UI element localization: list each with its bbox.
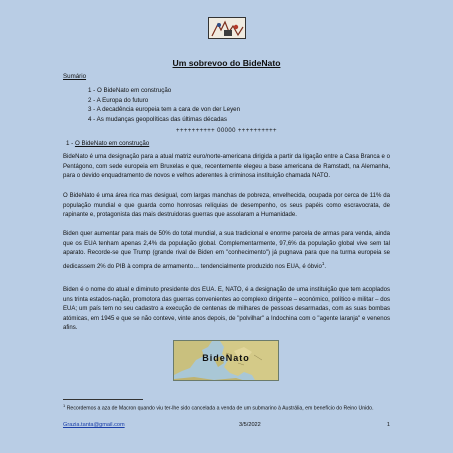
map-label: BideNato <box>202 353 250 363</box>
section-number: 1 - <box>66 140 75 147</box>
footnote-divider <box>63 399 143 400</box>
body-paragraph: BideNato é uma designação para a atual matriz euro/norte-americana dirigida a partir da ligação entre a Casa Branca e o Pentágono, com sede europeia em Bruxelas e que, recentemente elegeu a base americana de Ramstadt, na Alemanha, para o devido enquadramento de novos e velhos aderentes à criminosa instituição chamada NATO. <box>63 154 390 180</box>
footer-date: 3/5/2022 <box>239 422 261 428</box>
footnote <box>63 402 390 413</box>
sumario-item: 2 - A Europa do futuro <box>88 96 149 104</box>
footnote-reference[interactable]: 1 <box>321 260 325 266</box>
sumario-item: 1 - O BideNato em construção <box>88 87 172 94</box>
bidenato-map-image <box>173 340 279 381</box>
body-paragraph: O BideNato é uma área rica mas desigual, com largas manchas de pobreza, envelhecida, ocupada por cerca de 11% da população mundial e que guarda como honrosas relíquias de desempenho, os seus papéis como escravocrata, de rapinante e, protagonista das mais destruidoras guerras que assolaram a Humanidade. <box>63 193 390 219</box>
sumario-heading: Sumário <box>63 73 87 80</box>
footnote-text: Recordemos a aza de Macron quando viu ter-lhe sido cancelada a venda de um submarino à Austrália, em benefício do Reino Unido. <box>66 405 374 412</box>
body-paragraph: Biden quer aumentar para mais de 50% do total mundial, a sua tradicional e enorme parcela de armas para venda, ainda que os EUA tenham apenas 2,4% da população global. Complementarmente, 97,6% da população global vive sem tal aparato. Recorde-se que Trump (grande rival de Biden em "conhecimento") já pugnava para que na turma europeia se dedicassem 2% do PIB à compra de armamento… tendencialmente produzido nos EUA, é óbvio$^1$. <box>63 231 390 270</box>
document-title: Um sobrevoo do BideNato <box>172 58 281 68</box>
page-footer <box>63 422 390 432</box>
body-paragraph-text: Biden quer aumentar para mais de 50% do total mundial, a sua tradicional e enorme parcela de armas para venda, ainda que os EUA tenham apenas 2,4% da população global. Complementarmente, 97,6% da população global vive sem tal aparato. Recorde-se que Trump (grande rival de Biden em "conhecimento") já pugnava para que na turma europeia se dedicassem 2% do PIB à compra de armamento… tendencialmente produzido nos EUA, é óbvio <box>63 231 390 270</box>
footer-email-link[interactable]: Grazia.tanta@gmail.com <box>63 422 125 428</box>
header-logo-image <box>208 17 246 39</box>
section-separator: ++++++++++ 00000 ++++++++++ <box>176 128 277 134</box>
sumario-item: 3 - A decadência europeia tem a cara de von der Leyen <box>88 106 241 114</box>
sumario-list <box>88 86 240 124</box>
sumario-item: 4 - As mudanças geopolíticas das últimas décadas <box>88 115 227 123</box>
section-heading <box>66 139 149 149</box>
section-title: O BideNato em construção <box>74 140 150 147</box>
body-paragraph: Biden é o nome do atual e diminuto presidente dos EUA. E, NATO, é a designação de uma instituição que tem acoplados uns trinta estados-nação, promotora das guerras convenientes ao complexo dirigente – económico, político e militar – dos EUA; um país tem no seu cadastro a execução de centenas de milhares de pessoas desarmadas, com as suas bombas atómicas, em 1945 e que se não conteve, vinte anos depois, de "polvilhar" a Indochina com o "agente laranja" e venenos afins. <box>63 287 390 332</box>
footnote-number: 1 <box>63 403 66 408</box>
footer-page-number: 1 <box>386 422 390 428</box>
logo-illustration <box>209 18 246 39</box>
